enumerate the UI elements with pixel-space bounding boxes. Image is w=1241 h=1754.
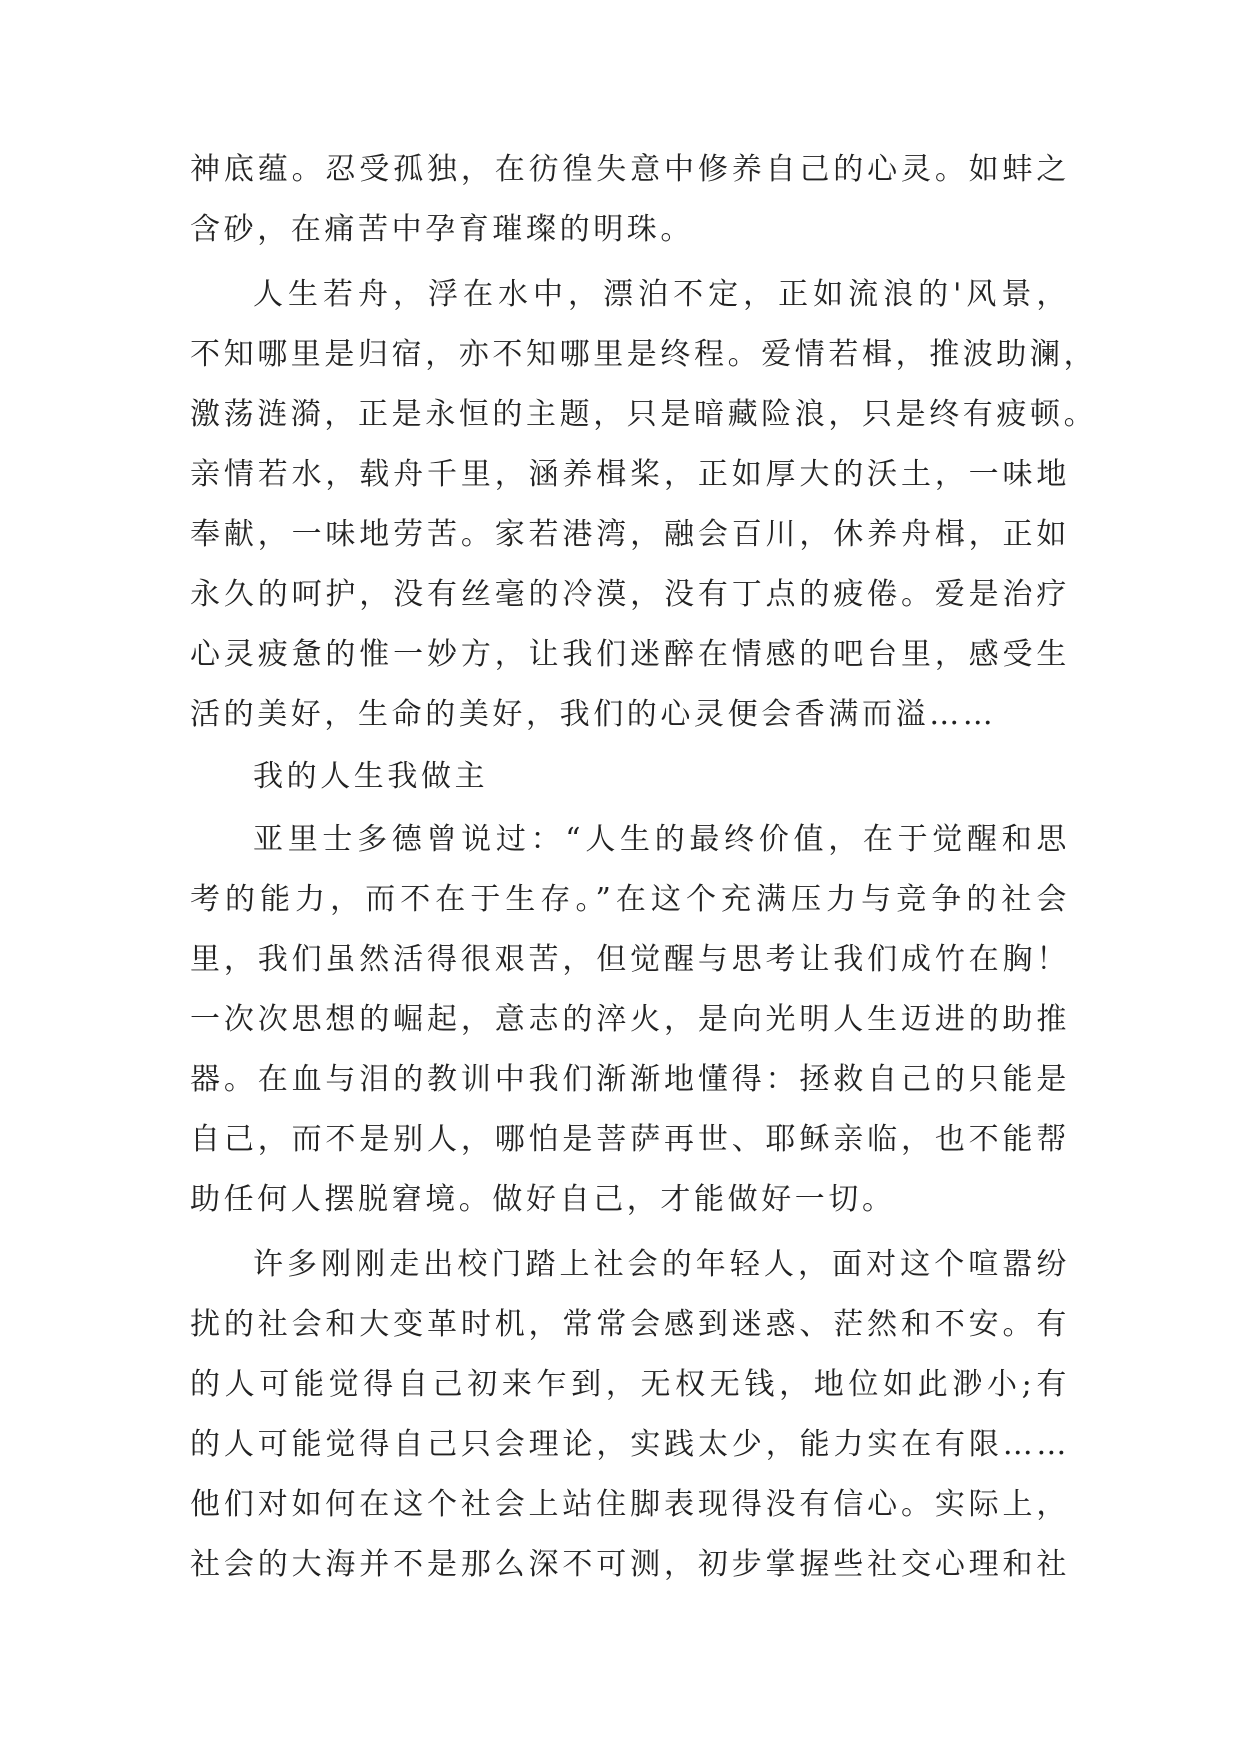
text-line: 许多刚刚走出校门踏上社会的年轻人，面对这个喧嚣纷 bbox=[253, 1247, 1070, 1282]
text-line: 不知哪里是归宿，亦不知哪里是终程。爱情若楫，推波助澜， bbox=[190, 337, 1098, 372]
text-line: 里，我们虽然活得很艰苦，但觉醒与思考让我们成竹在胸！ bbox=[190, 942, 1070, 977]
text-line: 永久的呵护，没有丝毫的冷漠，没有丁点的疲倦。爱是治疗 bbox=[190, 577, 1070, 612]
text-line: 考的能力，而不在于生存。”在这个充满压力与竞争的社会 bbox=[190, 882, 1070, 917]
text-line: 的人可能觉得自己只会理论，实践太少，能力实在有限…… bbox=[190, 1427, 1070, 1462]
text-line: 心灵疲惫的惟一妙方，让我们迷醉在情感的吧台里，感受生 bbox=[190, 637, 1070, 672]
text-line: 器。在血与泪的教训中我们渐渐地懂得：拯救自己的只能是 bbox=[190, 1062, 1070, 1097]
text-line: 含砂，在痛苦中孕育璀璨的明珠。 bbox=[190, 212, 694, 247]
text-line: 奉献，一味地劳苦。家若港湾，融会百川，休养舟楫，正如 bbox=[190, 517, 1070, 552]
section-heading: 我的人生我做主 bbox=[253, 759, 489, 794]
text-line: 社会的大海并不是那么深不可测，初步掌握些社交心理和社 bbox=[190, 1547, 1070, 1582]
text-line: 活的美好，生命的美好，我们的心灵便会香满而溢…… bbox=[190, 697, 997, 732]
text-line: 一次次思想的崛起，意志的淬火，是向光明人生迈进的助推 bbox=[190, 1002, 1070, 1037]
text-line: 的人可能觉得自己初来乍到，无权无钱，地位如此渺小;有 bbox=[190, 1367, 1070, 1402]
text-line: 激荡涟漪，正是永恒的主题，只是暗藏险浪，只是终有疲顿。 bbox=[190, 397, 1098, 432]
text-line: 亚里士多德曾说过：“人生的最终价值，在于觉醒和思 bbox=[253, 822, 1070, 857]
text-line: 他们对如何在这个社会上站住脚表现得没有信心。实际上， bbox=[190, 1487, 1070, 1522]
text-line: 神底蕴。忍受孤独，在彷徨失意中修养自己的心灵。如蚌之 bbox=[190, 152, 1070, 187]
text-line: 人生若舟，浮在水中，漂泊不定，正如流浪的'风景， bbox=[253, 277, 1070, 312]
text-line: 亲情若水，载舟千里，涵养楫桨，正如厚大的沃土，一味地 bbox=[190, 457, 1070, 492]
text-line: 助任何人摆脱窘境。做好自己，才能做好一切。 bbox=[190, 1182, 896, 1217]
text-line: 扰的社会和大变革时机，常常会感到迷惑、茫然和不安。有 bbox=[190, 1307, 1070, 1342]
text-line: 自己，而不是别人，哪怕是菩萨再世、耶稣亲临，也不能帮 bbox=[190, 1122, 1070, 1157]
